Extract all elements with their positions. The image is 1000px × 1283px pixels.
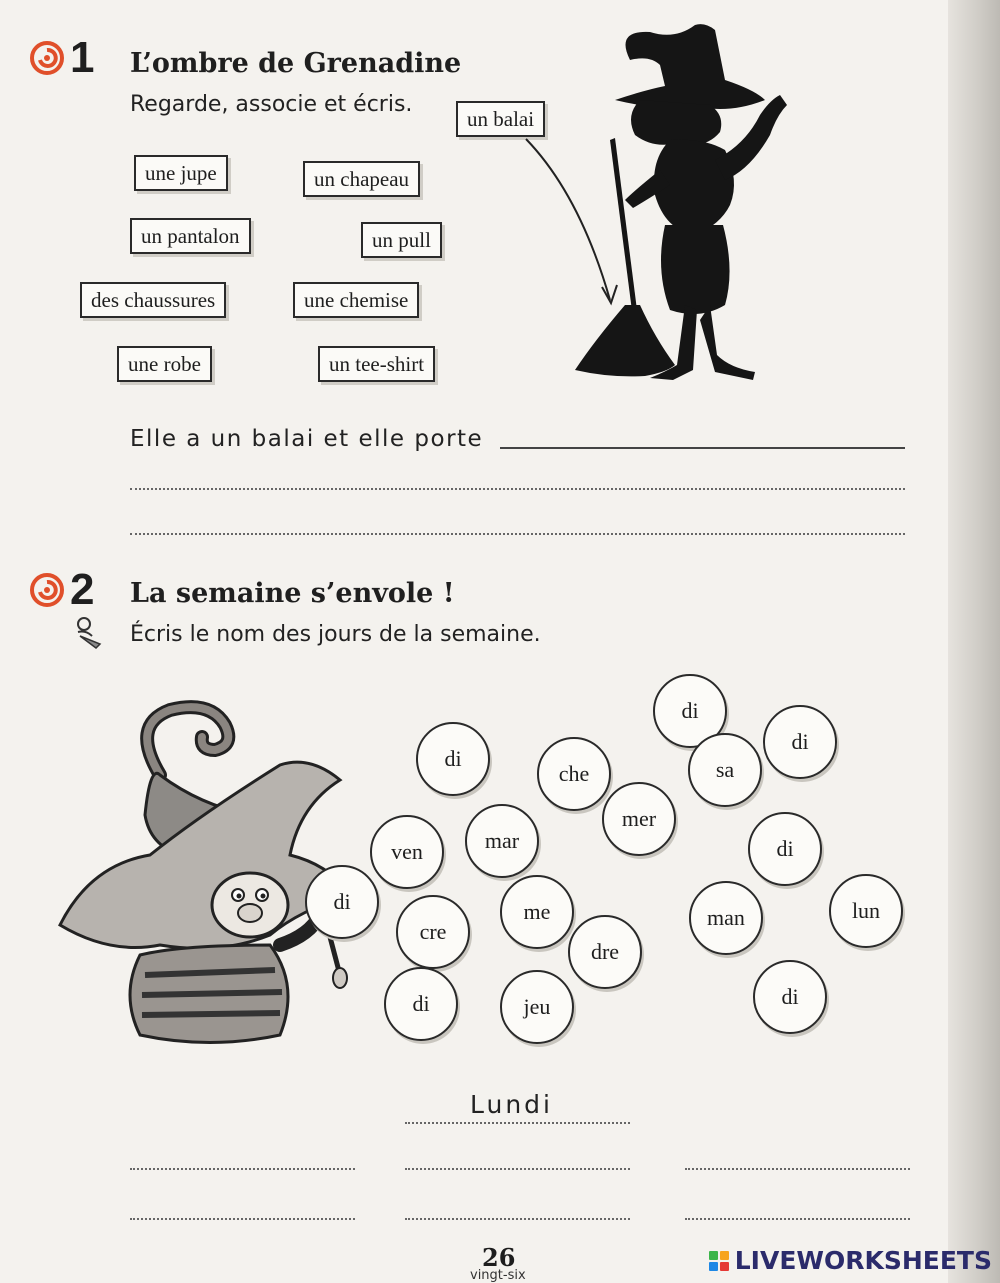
spiral-icon	[30, 573, 64, 607]
day-line-6[interactable]	[405, 1218, 630, 1220]
exercise-number: 2	[70, 565, 95, 614]
word-box-chapeau[interactable]: un chapeau	[303, 161, 420, 197]
syllable-bubble[interactable]: man	[689, 881, 763, 955]
page-edge-shadow	[948, 0, 1000, 1283]
day-line-1[interactable]	[405, 1122, 630, 1124]
syllable-bubble[interactable]: che	[537, 737, 611, 811]
exercise-number: 1	[70, 33, 95, 82]
exercise-2-instruction: Écris le nom des jours de la semaine.	[130, 622, 541, 647]
exercise-2-title: La semaine s’envole !	[130, 578, 455, 609]
syllable-bubble[interactable]: di	[653, 674, 727, 748]
syllable-bubble[interactable]: lun	[829, 874, 903, 948]
syllable-bubble[interactable]: sa	[688, 733, 762, 807]
day-line-5[interactable]	[130, 1218, 355, 1220]
word-box-jupe[interactable]: une jupe	[134, 155, 228, 191]
exercise-1-title: L’ombre de Grenadine	[130, 48, 462, 79]
brand-text: LIVEWORKSHEETS	[734, 1246, 992, 1275]
word-box-chemise[interactable]: une chemise	[293, 282, 419, 318]
page-number: 26	[482, 1243, 516, 1272]
liveworksheets-logo-icon	[709, 1251, 729, 1271]
word-box-pantalon[interactable]: un pantalon	[130, 218, 251, 254]
syllable-bubble[interactable]: di	[416, 722, 490, 796]
syllable-bubble[interactable]: jeu	[500, 970, 574, 1044]
brand-logo	[709, 1246, 992, 1275]
syllable-bubble[interactable]: dre	[568, 915, 642, 989]
day-line-2[interactable]	[130, 1168, 355, 1170]
syllable-bubble[interactable]: di	[748, 812, 822, 886]
exercise-1-number	[30, 33, 95, 82]
answer-line-1[interactable]	[500, 447, 905, 449]
witch-silhouette-icon	[555, 20, 810, 400]
answer-line-3[interactable]	[130, 533, 905, 535]
word-box-chaussures[interactable]: des chaussures	[80, 282, 226, 318]
example-answer: Lundi	[470, 1090, 553, 1119]
word-box-robe[interactable]: une robe	[117, 346, 212, 382]
syllable-bubble[interactable]: di	[305, 865, 379, 939]
word-box-balai[interactable]: un balai	[456, 101, 545, 137]
page-word: vingt-six	[470, 1268, 526, 1283]
syllable-bubble[interactable]: me	[500, 875, 574, 949]
syllable-bubble[interactable]: mer	[602, 782, 676, 856]
pencil-mascot-icon	[72, 614, 108, 650]
syllable-bubble[interactable]: cre	[396, 895, 470, 969]
day-line-7[interactable]	[685, 1218, 910, 1220]
answer-line-2[interactable]	[130, 488, 905, 490]
spiral-icon	[30, 41, 64, 75]
word-box-pull[interactable]: un pull	[361, 222, 442, 258]
exercise-1-instruction: Regarde, associe et écris.	[130, 92, 413, 117]
word-box-tee-shirt[interactable]: un tee-shirt	[318, 346, 435, 382]
syllable-bubble[interactable]: di	[753, 960, 827, 1034]
day-line-3[interactable]	[405, 1168, 630, 1170]
day-line-4[interactable]	[685, 1168, 910, 1170]
sentence-start: Elle a un balai et elle porte	[130, 426, 484, 452]
exercise-2-number	[30, 565, 95, 614]
syllable-bubble[interactable]: mar	[465, 804, 539, 878]
syllable-bubble[interactable]: di	[384, 967, 458, 1041]
syllable-bubble[interactable]: di	[763, 705, 837, 779]
syllable-bubble[interactable]: ven	[370, 815, 444, 889]
